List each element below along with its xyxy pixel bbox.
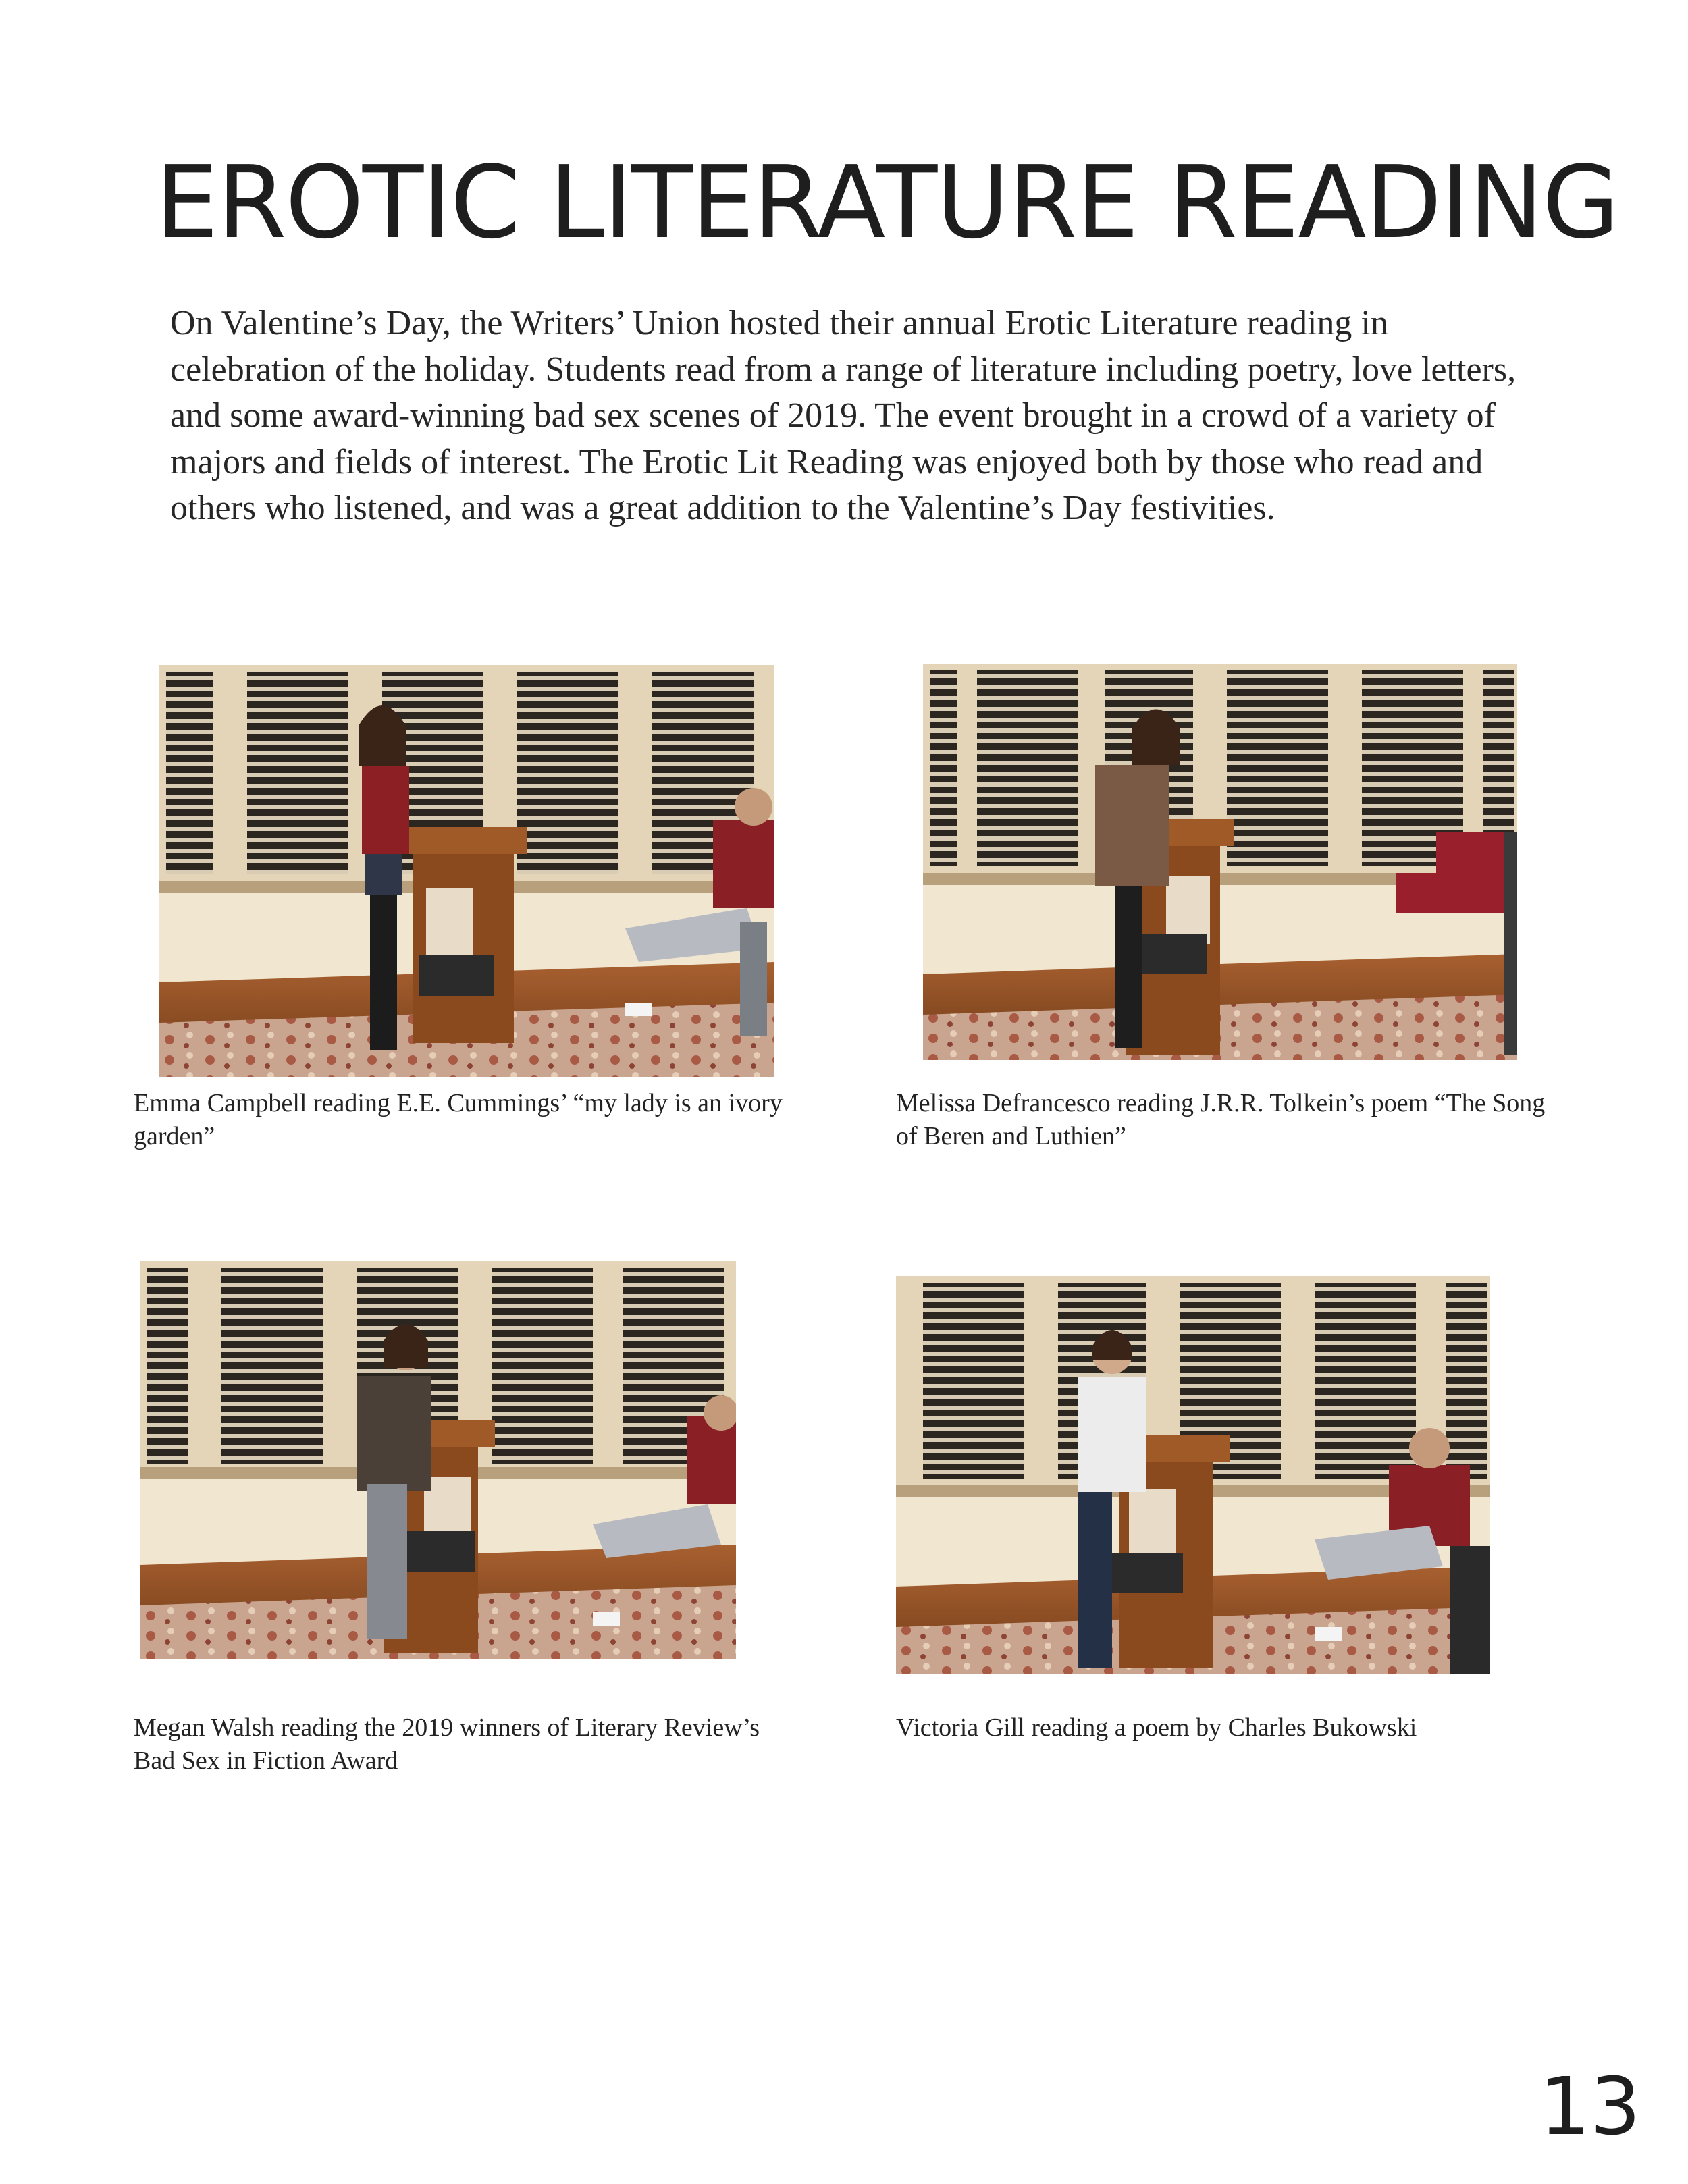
caption-melissa-defrancesco: Melissa Defrancesco reading J.R.R. Tolkein’s poem “The Song of Beren and Luthien” [896,1089,1546,1150]
photo-megan-walsh [140,1261,736,1659]
photo-emma-campbell [159,665,774,1077]
caption-victoria-gill: Victoria Gill reading a poem by Charles Bukowski [896,1713,1417,1742]
caption-megan-walsh: Megan Walsh reading the 2019 winners of Literary Review’s Bad Sex in Fiction Award [134,1713,760,1775]
page-title: EROTIC LITERATURE READING [155,144,1618,261]
intro-paragraph: On Valentine’s Day, the Writers’ Union hosted their annual Erotic Literature reading in celebration of the holiday. Students read from a range of literature including poetry, love letters, and some award-winning bad sex scenes of 2019. The event brought in a crowd of a variety of majors and fields of interest. The Erotic Lit Reading was enjoyed both by those who read and others who listened, and was a great addition to the Valentine’s Day festivities. [170,304,1516,527]
page-number: 13 [1539,2060,1641,2153]
caption-emma-campbell: Emma Campbell reading E.E. Cummings’ “my lady is an ivory garden” [134,1089,783,1150]
photo-melissa-defrancesco [923,664,1517,1060]
photo-victoria-gill [896,1276,1490,1674]
